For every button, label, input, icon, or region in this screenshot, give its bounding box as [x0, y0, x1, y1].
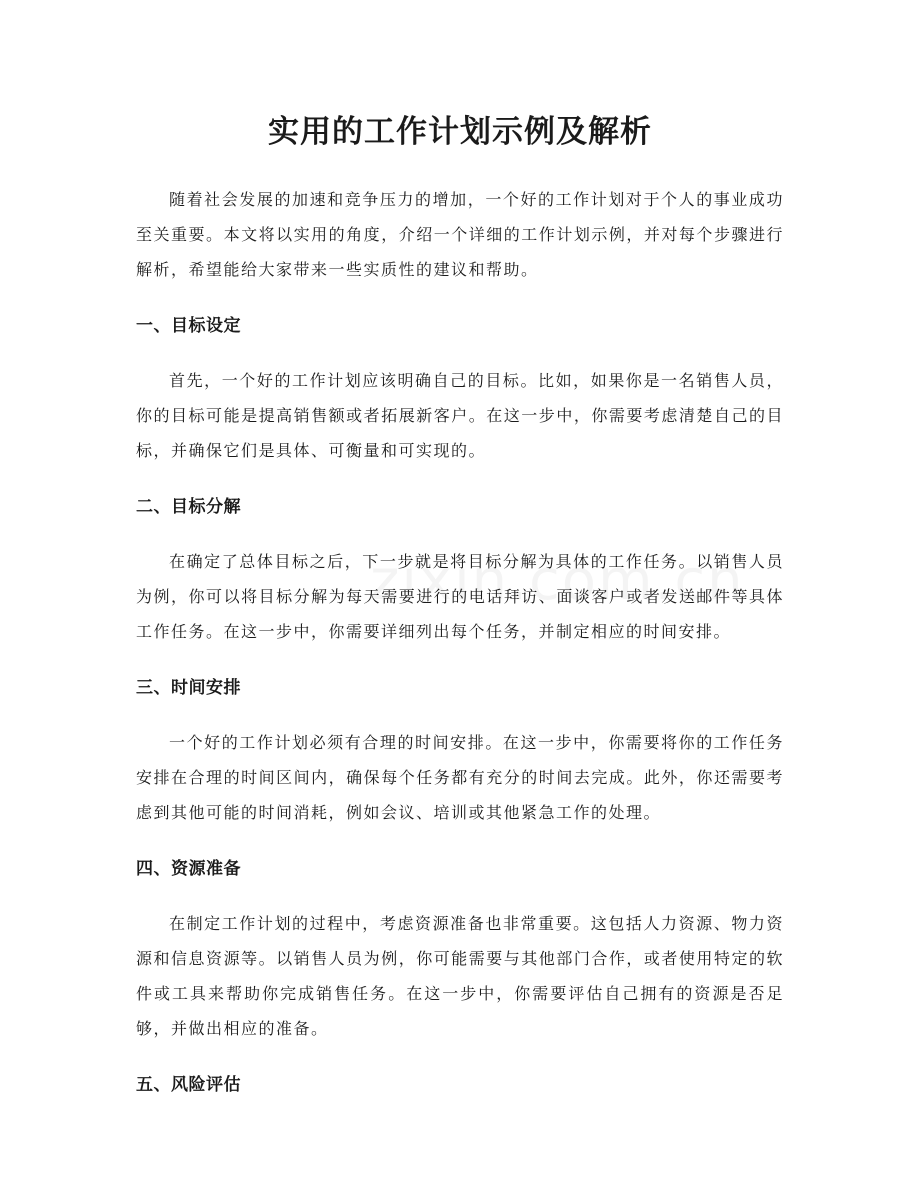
section-heading: 二、目标分解 — [136, 497, 241, 517]
section-time-schedule — [136, 673, 784, 830]
section-paragraph: 首先，一个好的工作计划应该明确自己的目标。比如，如果你是一名销售人员，你的目标可能是提高销售额或者拓展新客户。在这一步中，你需要考虑清楚自己的目标，并确保它们是具体、可衡量和可实现的。 — [136, 371, 784, 460]
section-goal-breakdown — [136, 492, 784, 649]
section-heading: 四、资源准备 — [136, 859, 241, 879]
section-resource-prep — [136, 854, 784, 1046]
section-heading: 五、风险评估 — [136, 1075, 241, 1095]
document-title: 实用的工作计划示例及解析 — [268, 114, 652, 150]
section-paragraph: 在制定工作计划的过程中，考虑资源准备也非常重要。这包括人力资源、物力资源和信息资源等。以销售人员为例，你可能需要与其他部门合作，或者使用特定的软件或工具来帮助你完成销售任务。在这一步中，你需要评估自己拥有的资源是否足够，并做出相应的准备。 — [136, 914, 784, 1038]
section-heading: 一、目标设定 — [136, 316, 241, 336]
section-risk-assessment — [136, 1070, 784, 1100]
section-paragraph: 在确定了总体目标之后，下一步就是将目标分解为具体的工作任务。以销售人员为例，你可以将目标分解为每天需要进行的电话拜访、面谈客户或者发送邮件等具体工作任务。在这一步中，你需要详细列出每个任务，并制定相应的时间安排。 — [136, 552, 784, 641]
section-heading: 三、时间安排 — [136, 678, 241, 698]
section-goal-setting — [136, 311, 784, 468]
section-paragraph: 一个好的工作计划必须有合理的时间安排。在这一步中，你需要将你的工作任务安排在合理的时间区间内，确保每个任务都有充分的时间去完成。此外，你还需要考虑到其他可能的时间消耗，例如会议、培训或其他紧急工作的处理。 — [136, 733, 784, 822]
intro-paragraph: 随着社会发展的加速和竞争压力的增加，一个好的工作计划对于个人的事业成功至关重要。本文将以实用的角度，介绍一个详细的工作计划示例，并对每个步骤进行解析，希望能给大家带来一些实质性的建议和帮助。 — [136, 190, 784, 279]
